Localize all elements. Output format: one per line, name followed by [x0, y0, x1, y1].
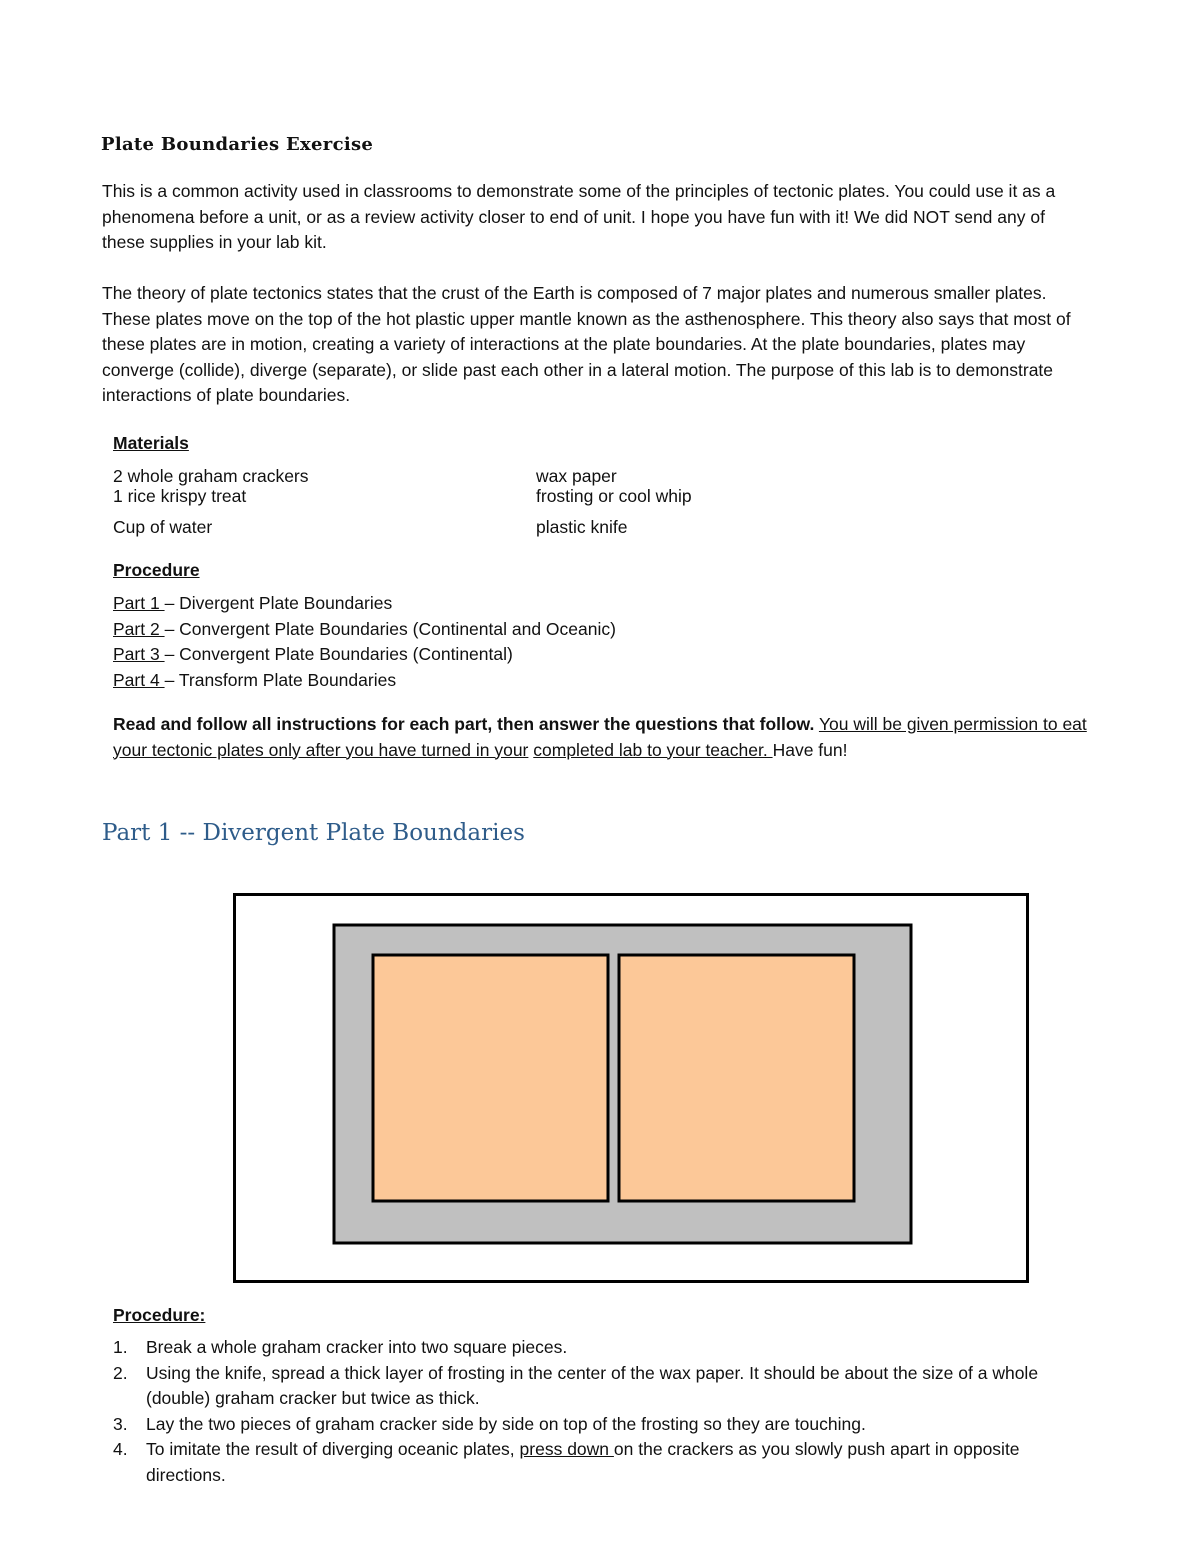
part-list-item: [113, 617, 616, 643]
material-item: plastic knife: [536, 517, 628, 537]
part-label: Part 1: [113, 593, 165, 613]
procedure-heading: Procedure: [113, 560, 200, 580]
part1-steps: [113, 1335, 1103, 1488]
instructions-underlined: You will be given permission to eat your tectonic plates only after you have turned in your: [113, 714, 1087, 760]
step-text: Lay the two pieces of graham cracker side by side on top of the frosting so they are touching.: [146, 1413, 866, 1434]
instructions-underlined: completed lab to your teacher.: [533, 739, 773, 760]
materials-heading: Materials: [113, 433, 189, 453]
material-item: frosting or cool whip: [536, 486, 692, 506]
part-label: Part 2: [113, 618, 165, 639]
step-text: Break a whole graham cracker into two square pieces.: [146, 1337, 568, 1357]
step-number: 3.: [113, 1413, 128, 1434]
step-text: To imitate the result of diverging oceanic plates,: [146, 1439, 520, 1459]
part-text: – Divergent Plate Boundaries: [164, 593, 393, 613]
material-item: wax paper: [536, 466, 617, 486]
part-label: Part 4: [113, 669, 165, 690]
material-item: Cup of water: [113, 517, 213, 537]
parts-list: [113, 591, 616, 693]
part-list-item: [113, 642, 616, 668]
part-list-item: [113, 668, 616, 694]
part1-title: Part 1 -- Divergent Plate Boundaries: [102, 820, 525, 846]
step-item: [113, 1412, 1103, 1438]
step-emphasis: press down: [519, 1439, 614, 1459]
material-item: 2 whole graham crackers: [113, 466, 309, 486]
graham-cracker-right: [619, 955, 854, 1201]
part-text: – Convergent Plate Boundaries (Continental): [164, 644, 513, 664]
part-label: Part 3: [113, 644, 165, 664]
step-number: 1.: [113, 1337, 128, 1357]
step-number: 4.: [113, 1439, 128, 1459]
step-text: Using the knife, spread a thick layer of frosting in the center of the wax paper. It should be about the size of a whole (double) graham cracker but twice as thick.: [146, 1362, 1039, 1408]
step-number: 2.: [113, 1362, 128, 1383]
intro-paragraph: This is a common activity used in classrooms to demonstrate some of the principles of tectonic plates. You could use it as a phenomena before a unit, or as a review activity closer to end of unit. I hope you have fun with it! We did NOT send any of these supplies in your lab kit.: [102, 181, 1056, 252]
instructions-bold: Read and follow all instructions for each part, then answer the questions that follow.: [113, 714, 815, 734]
part-text: – Transform Plate Boundaries: [164, 669, 397, 690]
material-item: 1 rice krispy treat: [113, 486, 247, 506]
step-text: on the crackers as you slowly push apart in opposite directions.: [146, 1439, 1020, 1485]
instructions-paragraph: [113, 712, 1088, 763]
instructions-end: Have fun!: [772, 739, 848, 760]
theory-paragraph: The theory of plate tectonics states that the crust of the Earth is composed of 7 major plates and numerous smaller plates. These plates move on the top of the hot plastic upper mantle known as the asthenosphere. This theory also says that most of these plates are in motion, creating a variety of interactions at the plate boundaries. At the plate boundaries, plates may converge (collide), diverge (separate), or slide past each other in a lateral motion. The purpose of this lab is to demonstrate interactions of plate boundaries.: [102, 283, 1071, 405]
part-text: – Convergent Plate Boundaries (Continental and Oceanic): [164, 618, 616, 639]
step-item: [113, 1361, 1103, 1412]
divergent-diagram: [233, 893, 1029, 1283]
part-list-item: [113, 591, 616, 617]
step-item: [113, 1437, 1103, 1488]
step-item: [113, 1335, 1103, 1361]
part1-procedure-heading: Procedure:: [113, 1305, 206, 1325]
graham-cracker-left: [373, 955, 608, 1201]
document-title: Plate Boundaries Exercise: [101, 134, 374, 155]
